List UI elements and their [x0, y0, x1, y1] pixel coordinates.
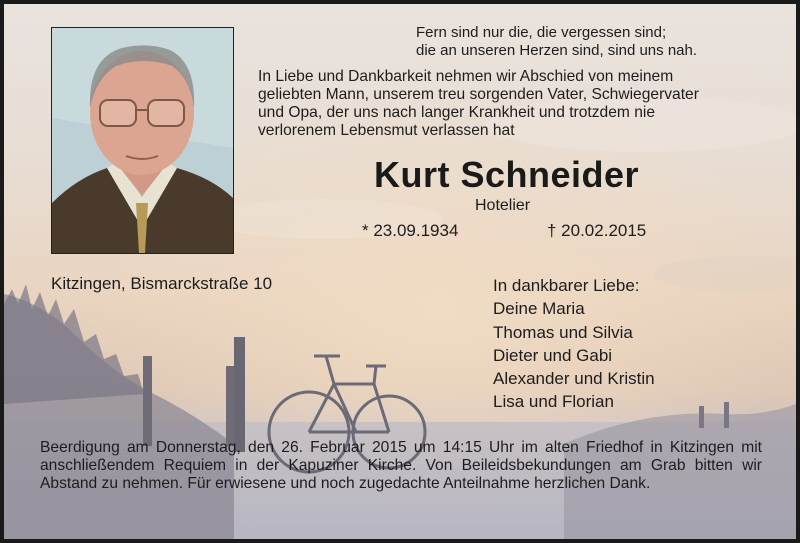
intro-line: verlorenem Lebensmut verlassen hat: [258, 122, 515, 139]
obituary-card: [4, 4, 796, 539]
funeral-notice: Beerdigung am Donnerstag, den 26. Februar 2015 um 14:15 Uhr im alten Friedhof in Kitzingen mit anschließendem Requiem in der Kapuziner Kirche. Von Beileidsbekundungen am Grab bitten wir Abstand zu nehmen. Für erwiesene und noch zugedachte Anteilnahme herzlichen Dank.: [40, 439, 762, 493]
address: Kitzingen, Bismarckstraße 10: [51, 274, 273, 293]
mourners-heading: In dankbarer Liebe:: [493, 276, 640, 295]
beach-post: [724, 402, 729, 428]
poem: [416, 24, 776, 60]
birth-date: * 23.09.1934: [362, 221, 459, 240]
beach-post: [699, 406, 704, 428]
mourner-name: Alexander und Kristin: [493, 369, 655, 389]
mourners-list: [493, 274, 655, 414]
portrait-photo: [51, 27, 234, 254]
fence-post: [143, 356, 152, 446]
mourner-name: Thomas und Silvia: [493, 322, 633, 342]
fence-post: [226, 366, 235, 446]
mourner-name: Deine Maria: [493, 299, 585, 319]
intro-line: geliebten Mann, unserem treu sorgenden Vater, Schwiegervater: [258, 86, 699, 103]
mourner-name: Lisa und Florian: [493, 392, 614, 412]
poem-line: die an unseren Herzen sind, sind uns nah.: [416, 42, 698, 59]
intro-line: und Opa, der uns nach langer Krankheit und trotzdem nie: [258, 104, 656, 121]
deceased-occupation: Hotelier: [475, 197, 531, 214]
death-date: † 20.02.2015: [547, 221, 647, 240]
mourner-name: Dieter und Gabi: [493, 345, 613, 365]
fence-post: [234, 337, 245, 452]
intro-text: [258, 68, 778, 140]
poem-line: Fern sind nur die, die vergessen sind;: [416, 24, 667, 41]
deceased-name: Kurt Schneider: [374, 154, 640, 195]
intro-line: In Liebe und Dankbarkeit nehmen wir Abschied von meinem: [258, 68, 674, 85]
